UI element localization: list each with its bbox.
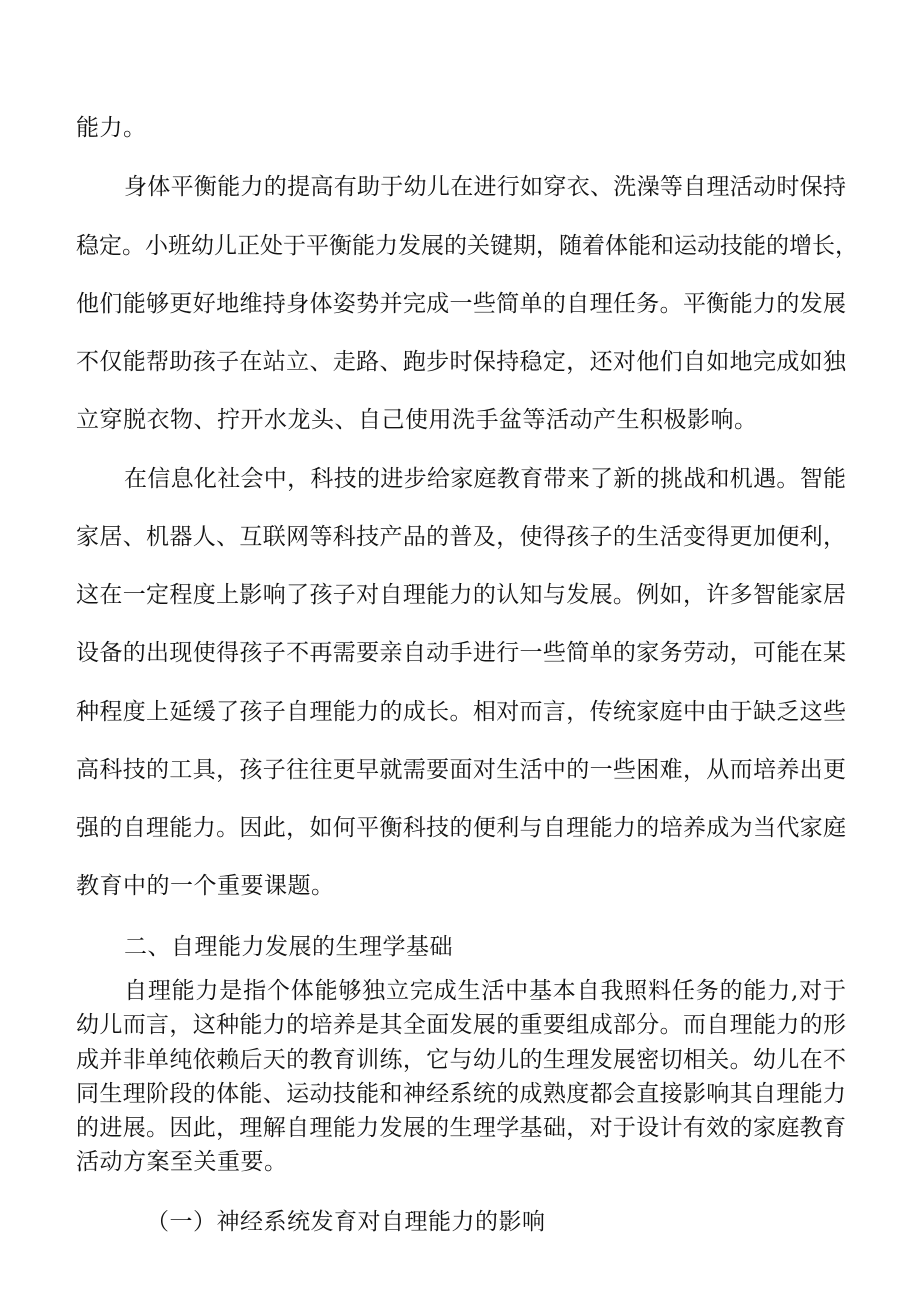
paragraph-line: 高科技的工具，孩子往往更早就需要面对生活中的一些困难，从而培养出更	[76, 757, 846, 783]
paragraph-line: 家居、机器人、互联网等科技产品的普及，使得孩子的生活变得更加便利，	[76, 524, 846, 550]
paragraph-line: 活动方案至关重要。	[76, 1149, 288, 1175]
paragraph-line: 立穿脱衣物、拧开水龙头、自己使用洗手盆等活动产生积极影响。	[76, 407, 758, 433]
paragraph-line: 能力。	[76, 115, 147, 141]
paragraph-line: 不仅能帮助孩子在站立、走路、跑步时保持稳定，还对他们自如地完成如独	[76, 349, 846, 375]
paragraph-line: 成并非单纯依赖后天的教育训练，它与幼儿的生理发展密切相关。幼儿在不	[76, 1047, 846, 1073]
paragraph-line: 他们能够更好地维持身体姿势并完成一些简单的自理任务。平衡能力的发展	[76, 291, 846, 317]
paragraph-line: 这在一定程度上影响了孩子对自理能力的认知与发展。例如，许多智能家居	[76, 582, 846, 608]
paragraph-line: 的进展。因此，理解自理能力发展的生理学基础，对于设计有效的家庭教育	[76, 1115, 846, 1141]
paragraph-line: 稳定。小班幼儿正处于平衡能力发展的关键期，随着体能和运动技能的增长，	[76, 233, 858, 259]
paragraph-line: 在信息化社会中，科技的进步给家庭教育带来了新的挑战和机遇。智能	[124, 466, 846, 492]
paragraph-line: 教育中的一个重要课题。	[76, 873, 335, 899]
paragraph-line: 自理能力是指个体能够独立完成生活中基本自我照料任务的能力,对于	[124, 978, 846, 1004]
paragraph-line: 设备的出现使得孩子不再需要亲自动手进行一些简单的家务劳动，可能在某	[76, 640, 846, 666]
paragraph-line: 幼儿而言，这种能力的培养是其全面发展的重要组成部分。而自理能力的形	[76, 1012, 846, 1038]
paragraph-line: 强的自理能力。因此，如何平衡科技的便利与自理能力的培养成为当代家庭	[76, 815, 846, 841]
subsection-heading: （一）神经系统发育对自理能力的影响	[146, 1209, 546, 1235]
paragraph-line: 同生理阶段的体能、运动技能和神经系统的成熟度都会直接影响其自理能力	[76, 1081, 846, 1107]
paragraph-line: 种程度上延缓了孩子自理能力的成长。相对而言，传统家庭中由于缺乏这些	[76, 699, 846, 725]
paragraph-line: 身体平衡能力的提高有助于幼儿在进行如穿衣、洗澡等自理活动时保持	[124, 174, 846, 200]
section-heading: 二、自理能力发展的生理学基础	[124, 934, 453, 960]
